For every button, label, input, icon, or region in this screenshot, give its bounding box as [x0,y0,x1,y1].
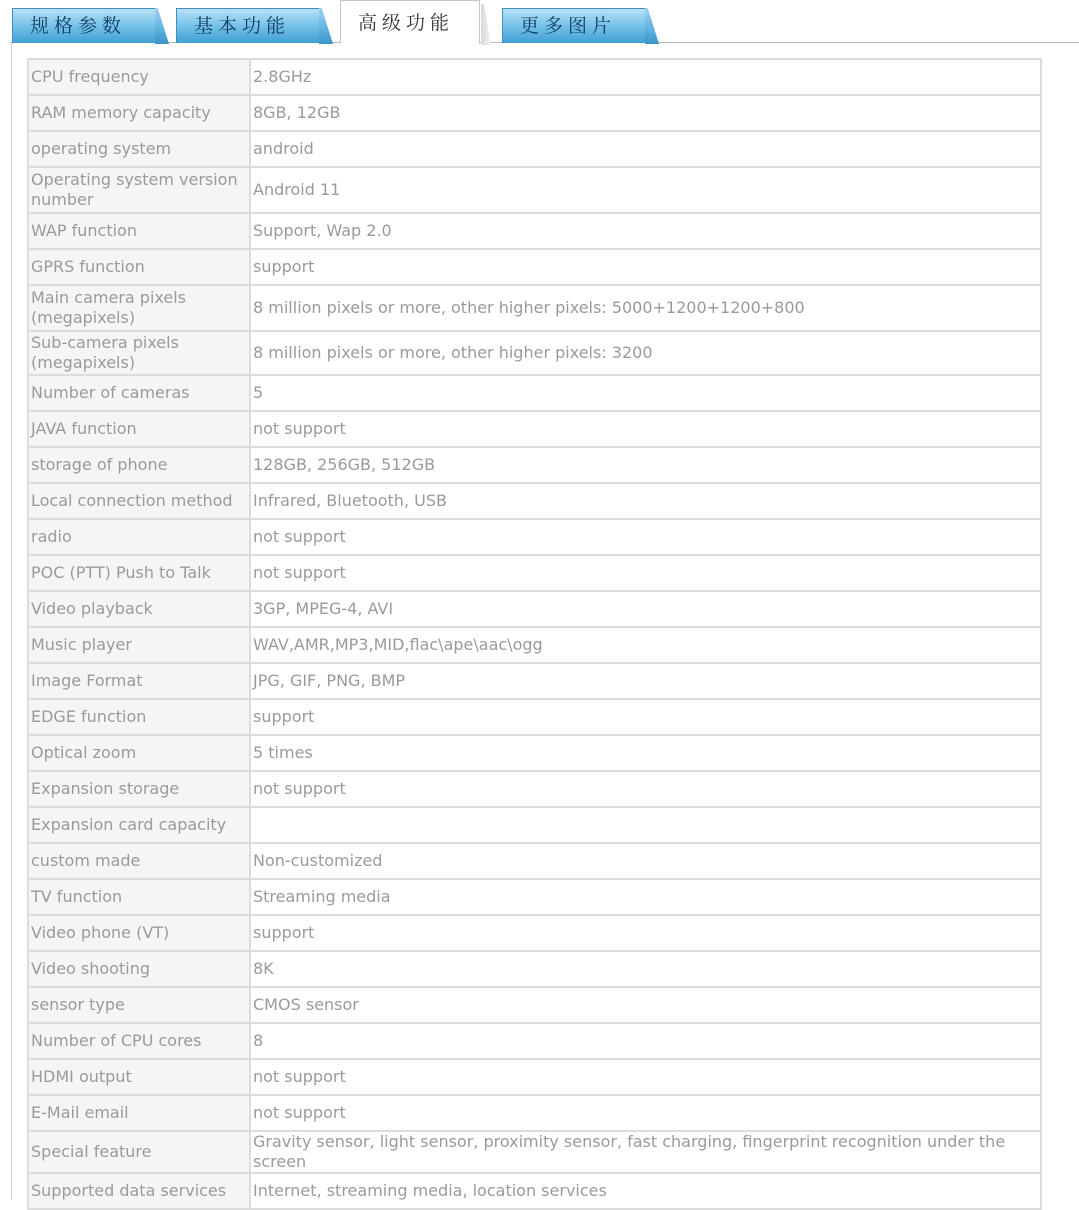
spec-label: sensor type [28,987,250,1023]
spec-value: support [250,249,1041,285]
spec-row [28,555,1041,591]
tab-more-pictures[interactable]: 更多图片 [502,8,646,43]
spec-label: JAVA function [28,411,250,447]
tab-specifications[interactable]: 规格参数 [12,8,156,43]
spec-value: not support [250,1059,1041,1095]
spec-row [28,131,1041,167]
spec-row [28,59,1041,95]
spec-row [28,951,1041,987]
spec-value: Gravity sensor, light sensor, proximity sensor, fast charging, fingerprint recognition under the screen [250,1131,1041,1173]
spec-value: WAV,AMR,MP3,MID,flac\ape\aac\ogg [250,627,1041,663]
spec-label: EDGE function [28,699,250,735]
spec-label: TV function [28,879,250,915]
spec-label: HDMI output [28,1059,250,1095]
tab-basic-functions[interactable]: 基本功能 [176,8,320,43]
spec-label: Video phone (VT) [28,915,250,951]
spec-row [28,375,1041,411]
spec-label: Expansion storage [28,771,250,807]
spec-label: Image Format [28,663,250,699]
spec-value: Android 11 [250,167,1041,213]
spec-label: custom made [28,843,250,879]
spec-row [28,771,1041,807]
spec-value: Internet, streaming media, location services [250,1173,1041,1209]
spec-row [28,213,1041,249]
spec-row [28,699,1041,735]
spec-row [28,167,1041,213]
spec-label: Video shooting [28,951,250,987]
spec-value: CMOS sensor [250,987,1041,1023]
spec-label: Music player [28,627,250,663]
tab-advanced-functions[interactable]: 高级功能 [340,0,480,44]
spec-row [28,285,1041,331]
spec-value: 8 million pixels or more, other higher pixels: 5000+1200+1200+800 [250,285,1041,331]
spec-label: Number of CPU cores [28,1023,250,1059]
spec-row [28,879,1041,915]
spec-label: Supported data services [28,1173,250,1209]
spec-label: storage of phone [28,447,250,483]
spec-value: 5 times [250,735,1041,771]
spec-value: 5 [250,375,1041,411]
spec-label: Local connection method [28,483,250,519]
spec-label: POC (PTT) Push to Talk [28,555,250,591]
spec-value: not support [250,411,1041,447]
spec-row [28,735,1041,771]
spec-row [28,1059,1041,1095]
spec-value: not support [250,555,1041,591]
spec-label: E-Mail email [28,1095,250,1131]
spec-label: RAM memory capacity [28,95,250,131]
spec-row [28,447,1041,483]
spec-row [28,987,1041,1023]
spec-value: JPG, GIF, PNG, BMP [250,663,1041,699]
spec-label: Sub-camera pixels (megapixels) [28,331,250,375]
spec-value: Streaming media [250,879,1041,915]
spec-value: not support [250,1095,1041,1131]
spec-label: Video playback [28,591,250,627]
spec-value: 8GB, 12GB [250,95,1041,131]
spec-value: android [250,131,1041,167]
spec-row [28,1131,1041,1173]
spec-value: 8 million pixels or more, other higher pixels: 3200 [250,331,1041,375]
spec-value: 3GP, MPEG-4, AVI [250,591,1041,627]
spec-value: 8 [250,1023,1041,1059]
spec-value: Infrared, Bluetooth, USB [250,483,1041,519]
spec-row [28,519,1041,555]
spec-row [28,483,1041,519]
spec-row [28,95,1041,131]
spec-label: Number of cameras [28,375,250,411]
spec-label: Expansion card capacity [28,807,250,843]
spec-label: Special feature [28,1131,250,1173]
spec-label: Operating system version number [28,167,250,213]
spec-label: CPU frequency [28,59,250,95]
spec-label: WAP function [28,213,250,249]
spec-row [28,807,1041,843]
spec-value: not support [250,519,1041,555]
spec-row [28,1095,1041,1131]
spec-value: 128GB, 256GB, 512GB [250,447,1041,483]
spec-value: support [250,699,1041,735]
spec-table [27,58,1042,1210]
spec-value: 8K [250,951,1041,987]
spec-row [28,1173,1041,1209]
spec-row [28,249,1041,285]
spec-value: support [250,915,1041,951]
spec-label: operating system [28,131,250,167]
spec-label: Main camera pixels (megapixels) [28,285,250,331]
spec-row [28,591,1041,627]
spec-row [28,411,1041,447]
spec-value: 2.8GHz [250,59,1041,95]
spec-row [28,915,1041,951]
spec-label: radio [28,519,250,555]
spec-value [250,807,1041,843]
spec-label: Optical zoom [28,735,250,771]
spec-value: Support, Wap 2.0 [250,213,1041,249]
spec-row [28,627,1041,663]
spec-label: GPRS function [28,249,250,285]
spec-row [28,843,1041,879]
spec-row [28,331,1041,375]
spec-value: not support [250,771,1041,807]
spec-row [28,1023,1041,1059]
spec-value: Non-customized [250,843,1041,879]
spec-row [28,663,1041,699]
tab-bar [0,0,1079,44]
